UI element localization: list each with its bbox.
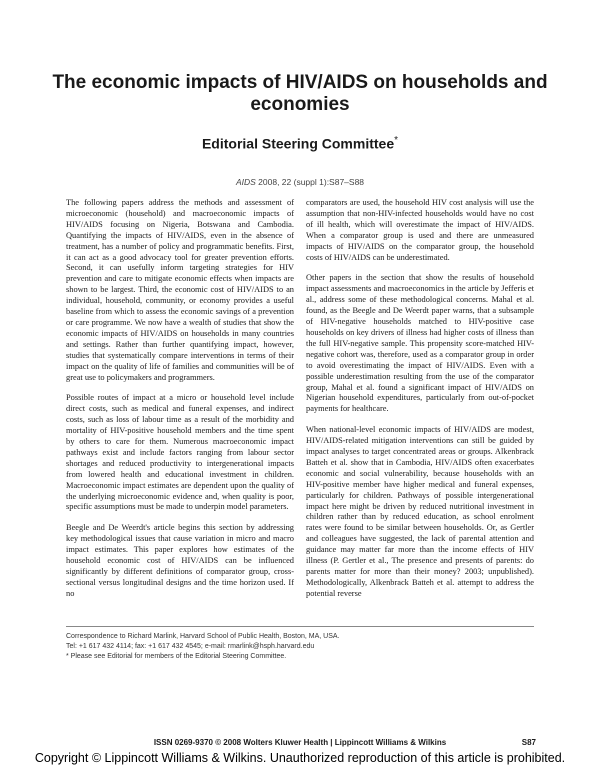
issn-line: ISSN 0269-9370 © 2008 Wolters Kluwer Health | Lippincott Williams & Wilkins (153, 738, 447, 747)
correspondence-note: Correspondence to Richard Marlink, Harvard School of Public Health, Boston, MA, USA. (66, 633, 340, 640)
paragraph: comparators are used, the household HIV cost analysis will use the assumption that non-HIV-infected households would have no cost of ill health, which will overestimate the impact of HIV/AIDS. When a comparator group is used and there are unmeasured impacts of HIV/AIDS on the comparator group, the household costs of HIV/AIDS can be underestimated. (306, 198, 534, 262)
body-column-left (66, 198, 294, 610)
paragraph: When national-level economic impacts of HIV/AIDS are modest, HIV/AIDS-related mitigation interventions can still be guided by impact analyses to target concentrated areas or groups. Alkenbrack Batteh et al. show that in Cambodia, HIV/AIDS often exacerbates economic and social vulnerability, because households with an HIV-positive member have higher medical and funeral expenses, particularly for children. Pathways of possible intergenerational impact here might be driven by reduced nutritional investment in children rather than by reduced education, as school enrolment rates were found to be similar between households. Or, as Gertler and colleagues have suggested, the lack of parental attention and guidance may matter far more than the income effects of HIV illness (P. Gertler et al., The presence and presents of parents: do parents matter for more than their money? 2003; unpublished). Methodologically, Alkenbrack Batteh et al. attempt to address the potential reverse (306, 425, 534, 598)
contact-note: Tel: +1 617 432 4114; fax: +1 617 432 4545; e-mail: rmarlink@hsph.harvard.edu (66, 643, 315, 650)
paragraph: The following papers address the methods and assessment of microeconomic (household) and macroeconomic impacts of HIV/AIDS focusing on Nigeria, Botswana and Cambodia. Quantifying the impacts of HIV/AIDS, even in the absence of treatment, has a number of policy and programmatic benefits. First, it can act as a good advocacy tool for greater prevention efforts. Second, it can usefully inform targeting strategies for HIV prevention and care to mitigate economic effects when impacts are shown to be largest. Third, the economic cost of HIV/AIDS to an individual, household, community, or economy provides a useful baseline from which to assess the economic savings of a prevention or care programme. We now have a wealth of studies that show the economic impacts of HIV/AIDS on households in many countries and settings. Rather than further quantifying impact, however, studies that systematically compare interventions in terms of their impact on the quality of life of families and communities will be of great use to policymakers and programmers. (66, 198, 294, 382)
paragraph: Possible routes of impact at a micro or household level include direct costs, such as medical and funeral expenses, and indirect costs, such as loss of labour time as a result of the morbidity and mortality of HIV-positive household members and the time spent by others to care for them. Numerous macroeconomic impact pathways exist and include factors ranging from labour sector shortages and reduced productivity to intergenerational impacts from lowered health and educational investment in children. Macroeconomic impact estimates are dependent upon the quality of the underlying microeconomic evidence and, when quality is poor, specific assumptions must be made to underpin model parameters. (66, 393, 294, 512)
copyright-notice: Copyright © Lippincott Williams & Wilkins. Unauthorized reproduction of this article is prohibited. (34, 751, 566, 765)
author-line (40, 135, 560, 152)
citation-line (0, 177, 600, 187)
author-name: Editorial Steering Committee (201, 135, 395, 152)
paragraph: Beegle and De Weerdt's article begins this section by addressing key methodological issues that cause variation in micro and macro impact estimates. This paper explores how estimates of the household economic cost of HIV/AIDS can be influenced significantly by different definitions of comparator group, cross-sectional versus longitudinal designs and the time horizon used. If no (66, 523, 294, 598)
committee-note: * Please see Editorial for members of the Editorial Steering Committee. (66, 653, 287, 660)
author-footnote-mark: * (394, 135, 399, 146)
footnotes (66, 632, 536, 662)
article-title: The economic impacts of HIV/AIDS on households and economies (52, 72, 548, 115)
body-column-right (306, 198, 534, 610)
paragraph: Other papers in the section that show the results of household impact assessments and macroeconomics in the article by Jefferis et al., address some of these methodological concerns. Mahal et al. found, as the Beegle and De Weerdt paper warns, that a subsample of HIV-negative households matched to HIV-positive case households on key drivers of illness had higher costs of illness than the full HIV-negative sample. This propensity score-matched HIV-negative cohort was, therefore, used as a comparator group in order to avoid overestimating the impact of HIV/AIDS. Even with a possible underestimation resulting from the use of the comparator group, Mahal et al. found a significant impact of HIV/AIDS on Nigerian household expenditures, particularly from out-of-pocket payments for healthcare. (306, 273, 534, 414)
footnote-divider (66, 626, 534, 627)
citation-details: 2008, 22 (suppl 1):S87–S88 (258, 177, 365, 187)
page-number: S87 (521, 738, 536, 747)
citation-journal: AIDS (235, 177, 256, 187)
